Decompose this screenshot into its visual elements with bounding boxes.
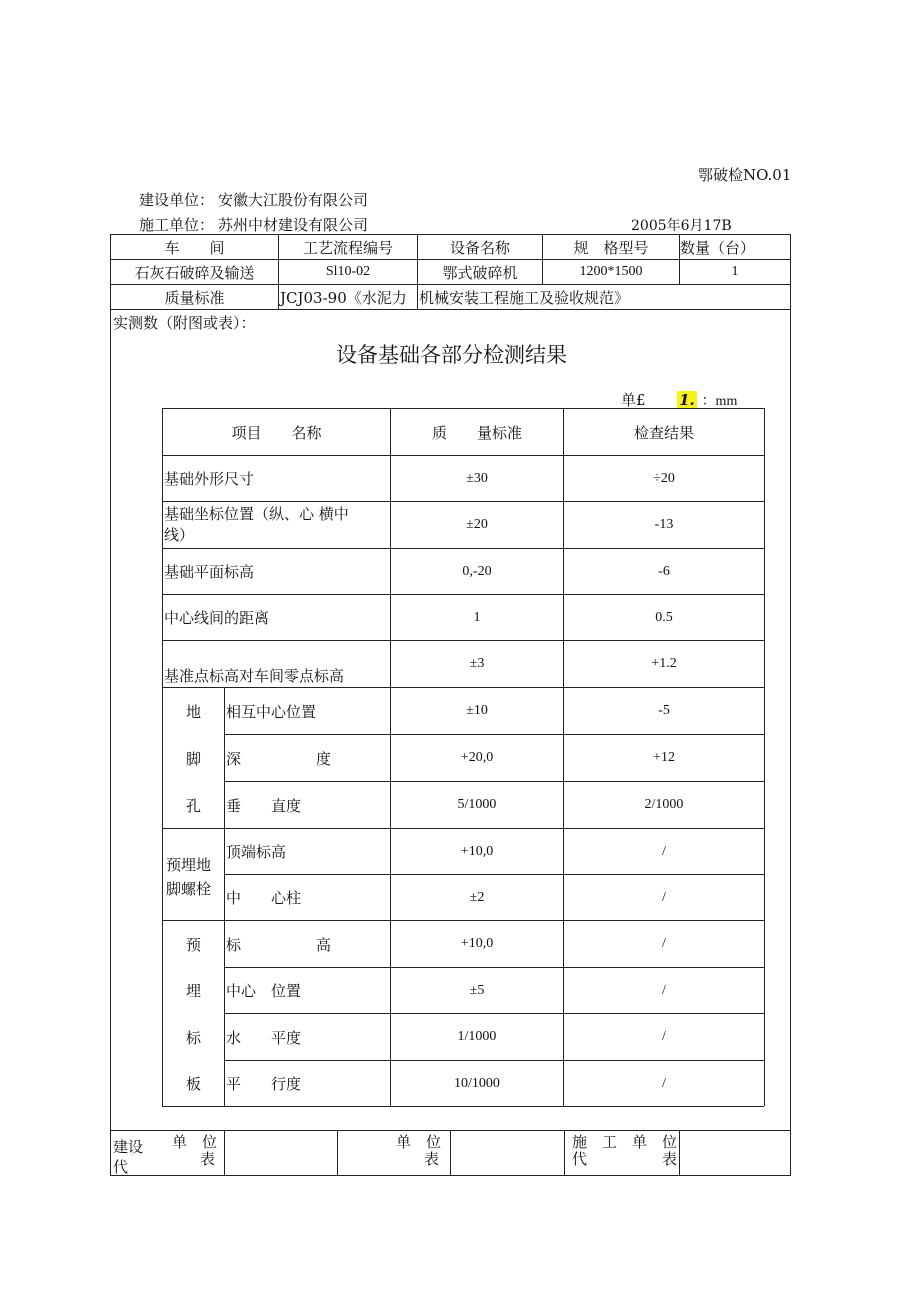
header-equipment-name: 设备名称 [449,238,510,257]
header-workshop: 车 间 [164,238,225,257]
owner-label: 建设单位： [139,191,215,209]
footer-mid-rep: 表 [424,1150,440,1168]
footer-mid-unit: 单 位 [396,1133,442,1151]
row-name-line-1: 基础坐标位置（纵、心 横中 [164,505,349,523]
standard-label: 质量标准 [164,288,225,307]
row-result: -6 [658,563,670,579]
item-name: 中 心柱 [226,889,302,907]
group-label [166,853,211,901]
unit-suffix: ：mm [701,394,738,409]
item-name: 水 平度 [226,1028,302,1047]
item-result: / [662,982,666,998]
row-standard: ±20 [466,517,488,532]
document-number: 鄂破检NO.01 [698,166,792,184]
item-result: / [662,1029,666,1044]
contractor-value: 苏州中材建设有限公司 [218,216,369,234]
item-result: / [662,1075,666,1091]
results-title: 设备基础各部分检测结果 [336,343,567,367]
unit-mark: 1. [679,391,695,409]
item-name: 顶端标高 [226,843,287,861]
header-process-no: 工艺流程编号 [302,238,393,257]
item-result: -5 [658,703,670,718]
group-label-char: 标 [185,1028,201,1047]
group-label-char: 地 [185,702,201,721]
row-result: -13 [654,517,674,532]
row-standard: 1 [473,609,481,625]
value-workshop: 石灰石破碎及输送 [134,263,255,282]
row-standard: ±30 [466,470,488,486]
item-standard: +20,0 [460,750,494,765]
footer-owner-rep: 表 [200,1150,216,1168]
col-header-result: 检查结果 [633,423,694,442]
footer-owner-rep-suffix: 代 [113,1158,129,1176]
value-equipment-name: 鄂式破碎机 [442,263,518,282]
row-standard: ±3 [469,656,485,671]
group-label-char: 预 [185,935,201,954]
group-label-char: 板 [185,1075,201,1093]
footer-owner-unit: 单 位 [172,1133,218,1151]
item-standard: 10/1000 [454,1075,500,1091]
col-header-standard: 质 量标准 [431,423,522,442]
col-header-item: 项目 名称 [231,423,322,442]
item-result: / [662,889,666,905]
item-name: 中心 位置 [226,982,302,1000]
row-result: ÷20 [653,470,675,486]
item-name: 相互中心位置 [226,702,317,721]
item-standard: 1/1000 [457,1029,497,1044]
item-result: / [662,843,666,859]
owner-value: 安徽大江股份有限公司 [218,191,369,209]
group-label-char: 埋 [185,982,201,1000]
item-name: 标 高 [226,935,332,954]
unit-label [621,389,737,410]
item-result: / [662,936,666,951]
group-label-char: 孔 [185,796,201,815]
row-name: 基础外形尺寸 [164,470,255,488]
item-result: +12 [653,750,675,765]
header-quantity: 数量（台） [680,238,756,257]
item-name: 深 度 [226,749,332,768]
item-standard: +10,0 [460,936,494,951]
footer-contractor-rep: 代 表 [572,1150,678,1168]
item-standard: 5/1000 [457,797,497,812]
row-name-line-2: 线） [164,526,195,544]
standard-value-a: JCJ03-90《水泥力 [280,288,407,307]
header-model: 规 格型号 [573,238,649,257]
group-label-line-2: 脚螺栓 [166,880,212,898]
document-date: 2005年6月17B [631,218,732,234]
item-standard: ±10 [466,703,488,718]
row-result: 0.5 [655,609,673,625]
item-standard: ±5 [469,982,485,998]
row-name: 基准点标高对车间零点标高 [164,667,345,685]
contractor-label: 施工单位： [139,216,215,234]
group-label-char: 脚 [185,749,201,768]
group-label-line-1: 预埋地 [166,856,212,874]
owner-signature-field[interactable] [225,1131,337,1175]
row-name: 中心线间的距离 [164,609,270,627]
item-standard: +10,0 [460,843,494,859]
row-standard: 0,-20 [462,563,492,579]
unit-prefix: 单£ [621,391,646,409]
item-name: 平 行度 [226,1075,302,1093]
measured-label: 实测数（附图或表）： [113,314,256,332]
footer-owner-label: 建设 [113,1138,144,1156]
row-name: 基础平面标高 [164,563,255,581]
mid-signature-field[interactable] [451,1131,564,1175]
contractor-signature-field[interactable] [680,1131,790,1175]
item-standard: ±2 [469,889,485,905]
item-result: 2/1000 [644,797,684,812]
value-model: 1200*1500 [579,264,643,279]
footer-contractor-unit: 施 工 单 位 [572,1133,678,1151]
value-process-no: Sl10-02 [325,264,371,279]
value-quantity: 1 [731,264,739,279]
row-name [164,504,349,546]
item-name: 垂 直度 [226,796,302,815]
row-result: +1.2 [651,656,677,671]
standard-value-b: 机械安装工程施工及验收规范》 [419,288,630,307]
